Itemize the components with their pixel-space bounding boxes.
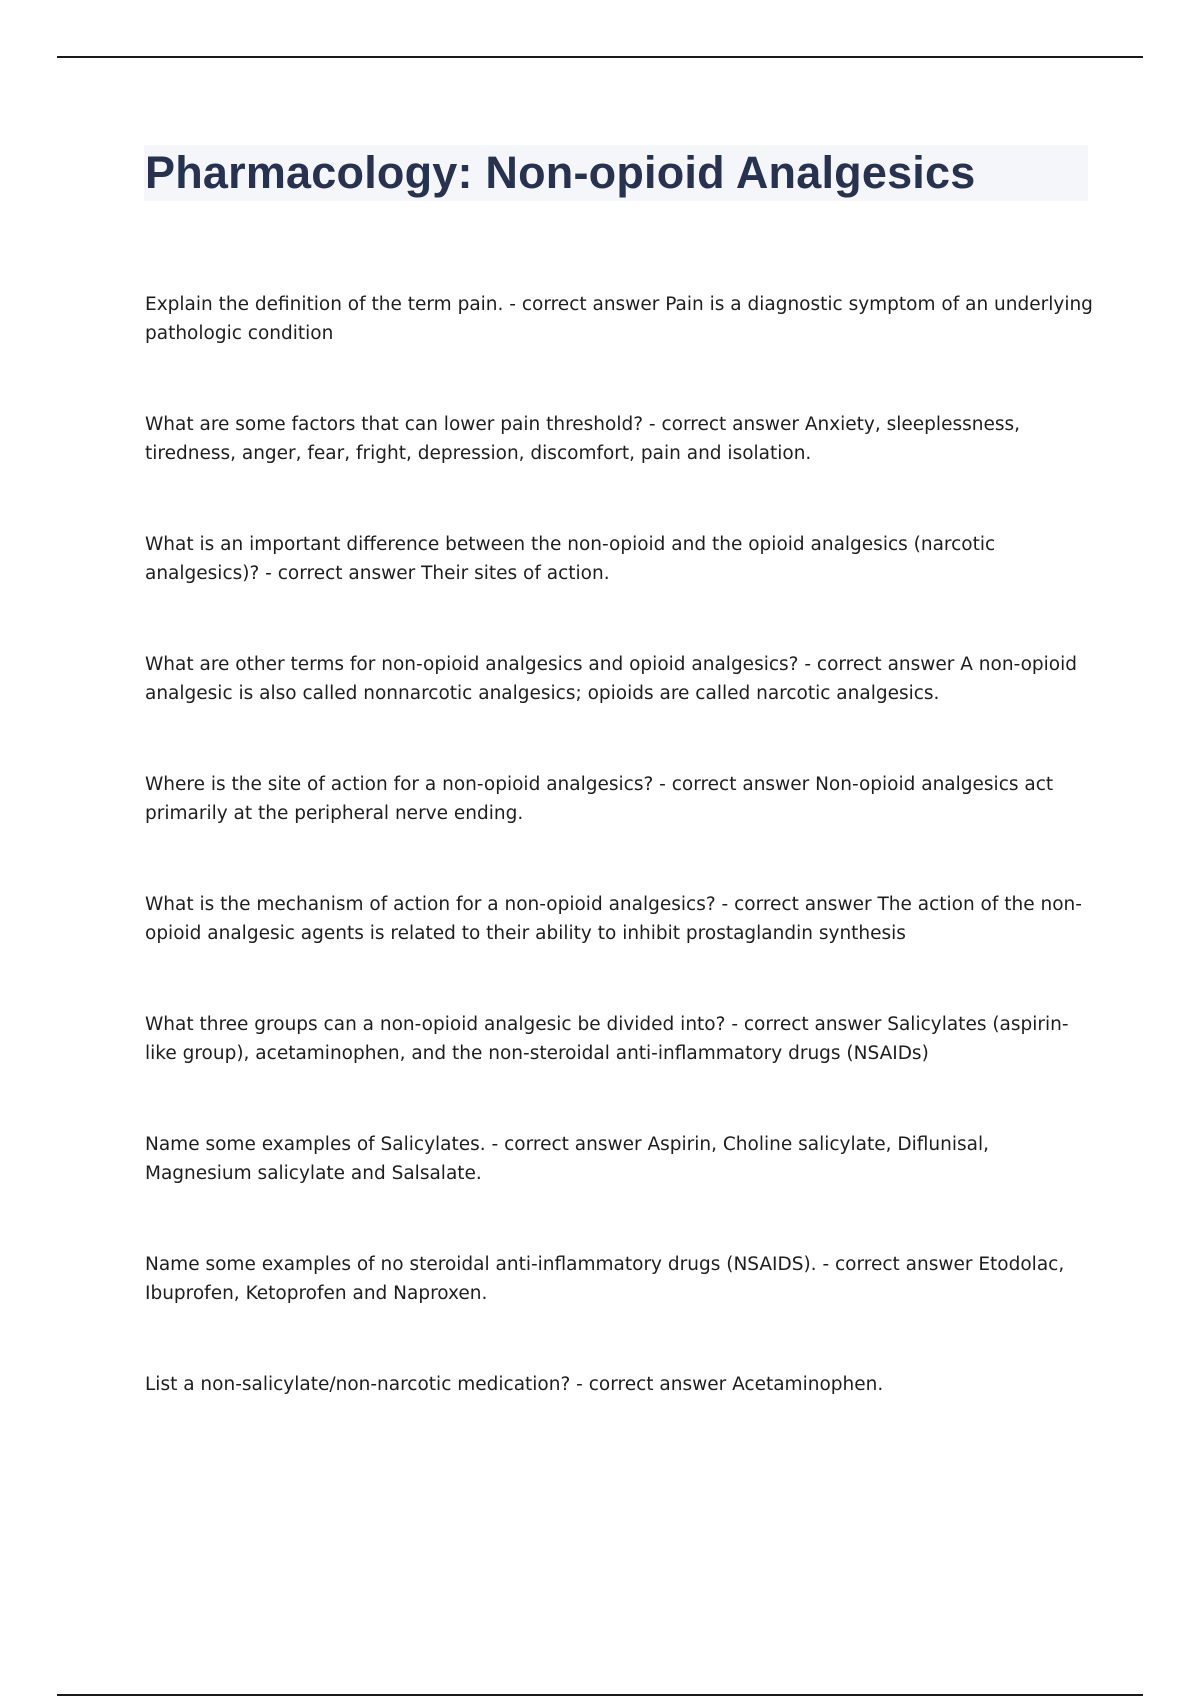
qa-item: What are other terms for non-opioid analgesics and opioid analgesics? - correct answer A non-opioid analgesic is also called nonnarcotic analgesics; opioids are called narcotic analgesics. — [145, 654, 1077, 704]
page-title: Pharmacology: Non-opioid Analgesics — [145, 147, 976, 198]
qa-item: What is an important difference between the non-opioid and the opioid analgesics (narcotic analgesics)? - correct answer Their sites of action. — [145, 534, 996, 584]
header-rule — [57, 56, 1143, 58]
qa-item: List a non-salicylate/non-narcotic medication? - correct answer Acetaminophen. — [145, 1374, 884, 1395]
qa-list — [145, 290, 1095, 1432]
qa-item: What is the mechanism of action for a non-opioid analgesics? - correct answer The action of the non-opioid analgesic agents is related to their ability to inhibit prostaglandin synthesis — [145, 894, 1082, 944]
footer-rule — [57, 1694, 1143, 1696]
qa-item: What are some factors that can lower pain threshold? - correct answer Anxiety, sleeplessness, tiredness, anger, fear, fright, depression, discomfort, pain and isolation. — [145, 414, 1020, 464]
qa-item: What three groups can a non-opioid analgesic be divided into? - correct answer Salicylates (aspirin-like group), acetaminophen, and the non-steroidal anti-inflammatory drugs (NSAIDs) — [145, 1014, 1069, 1064]
qa-item: Name some examples of Salicylates. - correct answer Aspirin, Choline salicylate, Diflunisal, Magnesium salicylate and Salsalate. — [145, 1134, 989, 1184]
qa-item: Explain the definition of the term pain. - correct answer Pain is a diagnostic symptom of an underlying pathologic condition — [145, 294, 1093, 344]
qa-item: Name some examples of no steroidal anti-inflammatory drugs (NSAIDS). - correct answer Etodolac, Ibuprofen, Ketoprofen and Naproxen. — [145, 1254, 1065, 1304]
qa-item: Where is the site of action for a non-opioid analgesics? - correct answer Non-opioid analgesics act primarily at the peripheral nerve ending. — [145, 774, 1054, 824]
